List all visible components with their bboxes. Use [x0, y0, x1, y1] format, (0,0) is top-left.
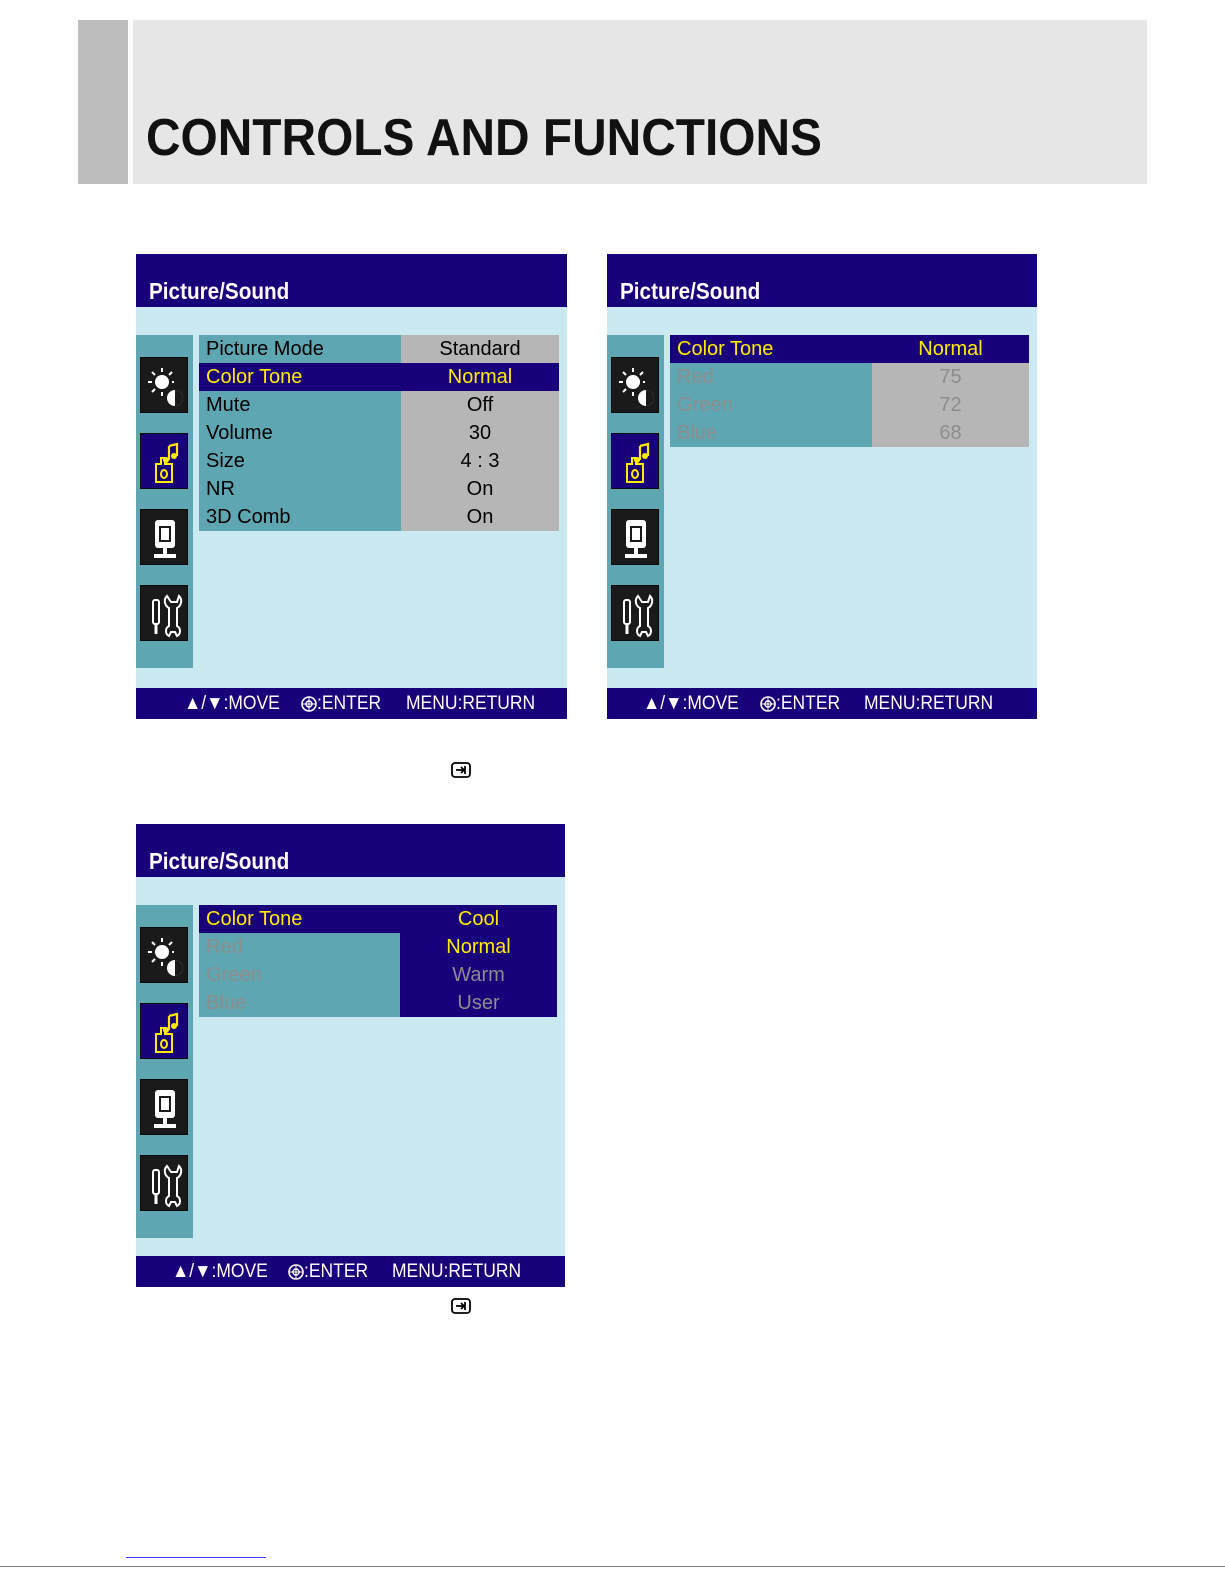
- footer-menu-hint: MENU:RETURN: [406, 693, 536, 714]
- submenu-row-label: Red: [199, 933, 400, 961]
- dropdown-option-cool[interactable]: Cool: [400, 905, 557, 933]
- footer-enter-label: ENTER: [780, 693, 841, 714]
- sound-music-icon[interactable]: [611, 433, 659, 489]
- osd-panel-3: [136, 824, 565, 1287]
- osd-panel-1: [136, 254, 567, 719]
- sound-music-icon[interactable]: [140, 433, 188, 489]
- picture-brightness-icon[interactable]: [140, 927, 188, 983]
- picture-brightness-icon[interactable]: [611, 357, 659, 413]
- display-monitor-icon[interactable]: [140, 1079, 188, 1135]
- footer-enter-prefix: :: [304, 1261, 309, 1282]
- footer-enter-prefix: :: [776, 693, 781, 714]
- menu-row-value: 30: [401, 419, 559, 447]
- osd-title: Picture/Sound: [149, 848, 290, 874]
- tools-setup-icon[interactable]: [140, 585, 188, 641]
- footer-enter-hint: [317, 693, 381, 715]
- osd-footer: [607, 688, 1037, 719]
- menu-row-label: Mute: [199, 391, 401, 419]
- submenu-row-label: Red: [670, 363, 872, 391]
- footer-enter-label: ENTER: [308, 1261, 369, 1282]
- enter-key-icon: [451, 762, 471, 778]
- submenu-row-label: Green: [670, 391, 872, 419]
- menu-row-value: Standard: [401, 335, 559, 363]
- osd-sidebar: [136, 335, 193, 668]
- submenu-row-label: Blue: [670, 419, 872, 447]
- osd-footer: [136, 688, 567, 719]
- footer-enter-prefix: :: [317, 693, 322, 714]
- sound-music-icon[interactable]: [140, 1003, 188, 1059]
- menu-row-value: On: [401, 475, 559, 503]
- enter-button-icon: [288, 1264, 304, 1280]
- enter-button-icon: [301, 696, 317, 712]
- header-accent-bar: [78, 20, 128, 184]
- osd-header: [136, 824, 565, 877]
- footer-link-underline: [126, 1557, 266, 1558]
- footer-menu-hint: MENU:RETURN: [392, 1261, 522, 1282]
- osd-header: [607, 254, 1037, 307]
- osd-title: Picture/Sound: [620, 278, 761, 304]
- page-title: CONTROLS AND FUNCTIONS: [146, 109, 822, 167]
- osd-panel-2: [607, 254, 1037, 719]
- tools-setup-icon[interactable]: [611, 585, 659, 641]
- osd-header: [136, 254, 567, 307]
- footer-menu-hint: MENU:RETURN: [864, 693, 994, 714]
- osd-sidebar: [607, 335, 664, 668]
- display-monitor-icon[interactable]: [140, 509, 188, 565]
- osd-title: Picture/Sound: [149, 278, 290, 304]
- footer-enter-hint: [304, 1261, 368, 1283]
- menu-row-value: On: [401, 503, 559, 531]
- footer-move-hint: ▲/▼:MOVE: [172, 1261, 268, 1282]
- footer-enter-hint: [776, 693, 840, 715]
- submenu-row-label: Blue: [199, 989, 400, 1017]
- menu-row-label: Size: [199, 447, 401, 475]
- menu-row-label: Volume: [199, 419, 401, 447]
- submenu-row-value: Normal: [872, 335, 1029, 363]
- menu-row-label: Picture Mode: [199, 335, 401, 363]
- enter-key-icon: [451, 1298, 471, 1314]
- menu-row-label: Color Tone: [199, 363, 401, 391]
- osd-sidebar: [136, 905, 193, 1238]
- dropdown-option-normal[interactable]: Normal: [400, 933, 557, 961]
- submenu-row-value: 68: [872, 419, 1029, 447]
- osd-footer: [136, 1256, 565, 1287]
- footer-move-hint: ▲/▼:MOVE: [184, 693, 280, 714]
- footer-move-hint: ▲/▼:MOVE: [643, 693, 739, 714]
- menu-row-label: NR: [199, 475, 401, 503]
- submenu-row-label: Color Tone: [670, 335, 872, 363]
- menu-row-label: 3D Comb: [199, 503, 401, 531]
- picture-brightness-icon[interactable]: [140, 357, 188, 413]
- menu-row-value: Normal: [401, 363, 559, 391]
- submenu-row-value: 75: [872, 363, 1029, 391]
- page-footer-rule: [0, 1566, 1225, 1567]
- dropdown-option-warm[interactable]: Warm: [400, 961, 557, 989]
- submenu-row-value: 72: [872, 391, 1029, 419]
- dropdown-option-user[interactable]: User: [400, 989, 557, 1017]
- menu-row-value: 4 : 3: [401, 447, 559, 475]
- enter-button-icon: [760, 696, 776, 712]
- footer-enter-label: ENTER: [321, 693, 382, 714]
- display-monitor-icon[interactable]: [611, 509, 659, 565]
- menu-row-value: Off: [401, 391, 559, 419]
- tools-setup-icon[interactable]: [140, 1155, 188, 1211]
- submenu-row-label: Green: [199, 961, 400, 989]
- submenu-row-label: Color Tone: [199, 905, 400, 933]
